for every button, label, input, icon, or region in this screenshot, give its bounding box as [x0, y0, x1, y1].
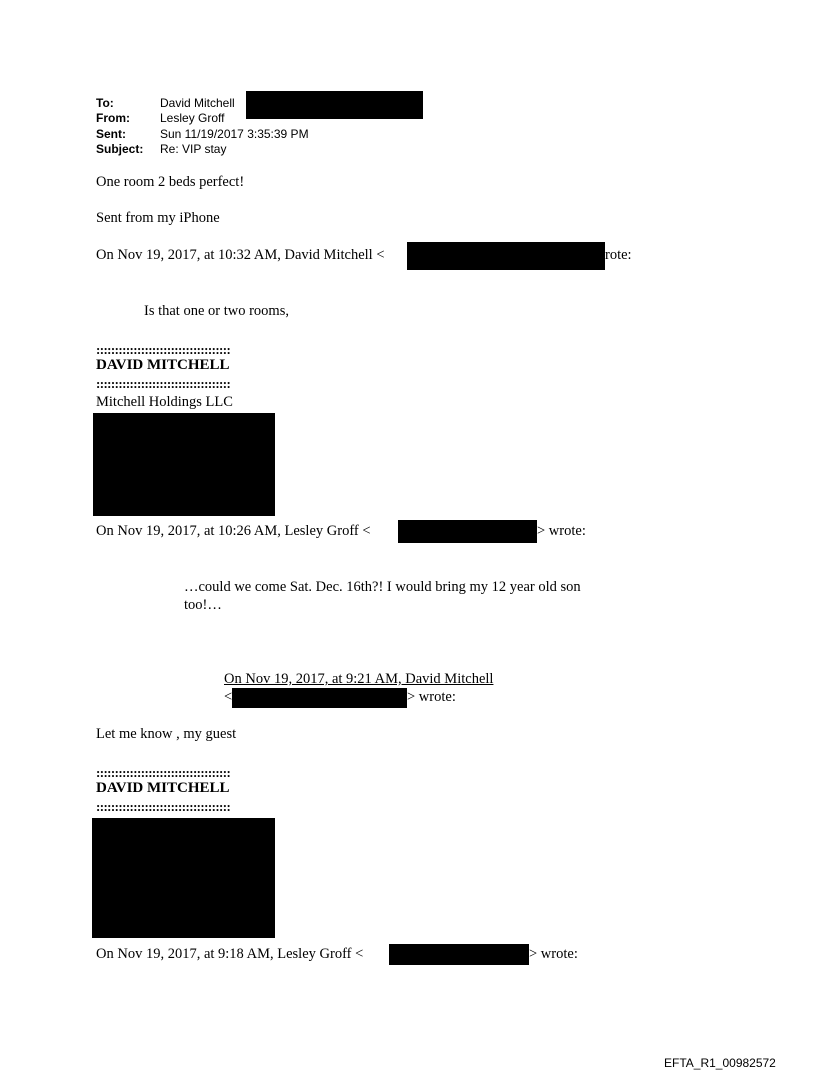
to-value: David Mitchell [160, 96, 235, 110]
quote4-attribution: On Nov 19, 2017, at 9:18 AM, Lesley Groff < [96, 946, 364, 962]
quote3-attribution-suffix: > wrote: [407, 689, 456, 705]
quote1-attribution: On Nov 19, 2017, at 10:32 AM, David Mitchell < [96, 247, 385, 263]
reply-text: One room 2 beds perfect! [96, 174, 245, 190]
from-label: From: [96, 111, 130, 125]
quote2-text-line2: too!… [184, 597, 222, 613]
subject-value: Re: VIP stay [160, 142, 227, 156]
quote1-attribution-suffix: rote: [605, 247, 632, 263]
redaction-block [389, 944, 529, 965]
redaction-block [92, 818, 275, 938]
signature-divider: :::::::::::::::::::::::::::::::::::: [96, 799, 231, 814]
quote2-attribution: On Nov 19, 2017, at 10:26 AM, Lesley Groff < [96, 523, 371, 539]
quote1-text: Is that one or two rooms, [144, 303, 289, 319]
signature-divider: :::::::::::::::::::::::::::::::::::: [96, 342, 231, 357]
redaction-block [93, 413, 275, 516]
sent-label: Sent: [96, 127, 126, 141]
signature-divider: :::::::::::::::::::::::::::::::::::: [96, 376, 231, 391]
quote3-text: Let me know , my guest [96, 726, 237, 742]
quote2-text-line1: …could we come Sat. Dec. 16th?! I would bring my 12 year old son [184, 579, 581, 595]
sent-value: Sun 11/19/2017 3:35:39 PM [160, 127, 309, 141]
iphone-signature: Sent from my iPhone [96, 210, 220, 226]
signature-name: DAVID MITCHELL [96, 780, 230, 796]
redaction-block [232, 688, 407, 708]
quote3-attribution: On Nov 19, 2017, at 9:21 AM, David Mitchell [224, 671, 494, 687]
signature-divider: :::::::::::::::::::::::::::::::::::: [96, 765, 231, 780]
signature-company: Mitchell Holdings LLC [96, 394, 233, 410]
redaction-block [407, 242, 605, 270]
redaction-block [398, 520, 537, 543]
from-value: Lesley Groff [160, 111, 225, 125]
quote4-attribution-suffix: > wrote: [529, 946, 578, 962]
subject-label: Subject: [96, 142, 144, 156]
document-id: EFTA_R1_00982572 [664, 1056, 776, 1070]
quote2-attribution-suffix: > wrote: [537, 523, 586, 539]
redaction-block [246, 91, 423, 119]
signature-name: DAVID MITCHELL [96, 357, 230, 373]
to-label: To: [96, 96, 114, 110]
quote3-attribution-open: < [224, 689, 233, 705]
